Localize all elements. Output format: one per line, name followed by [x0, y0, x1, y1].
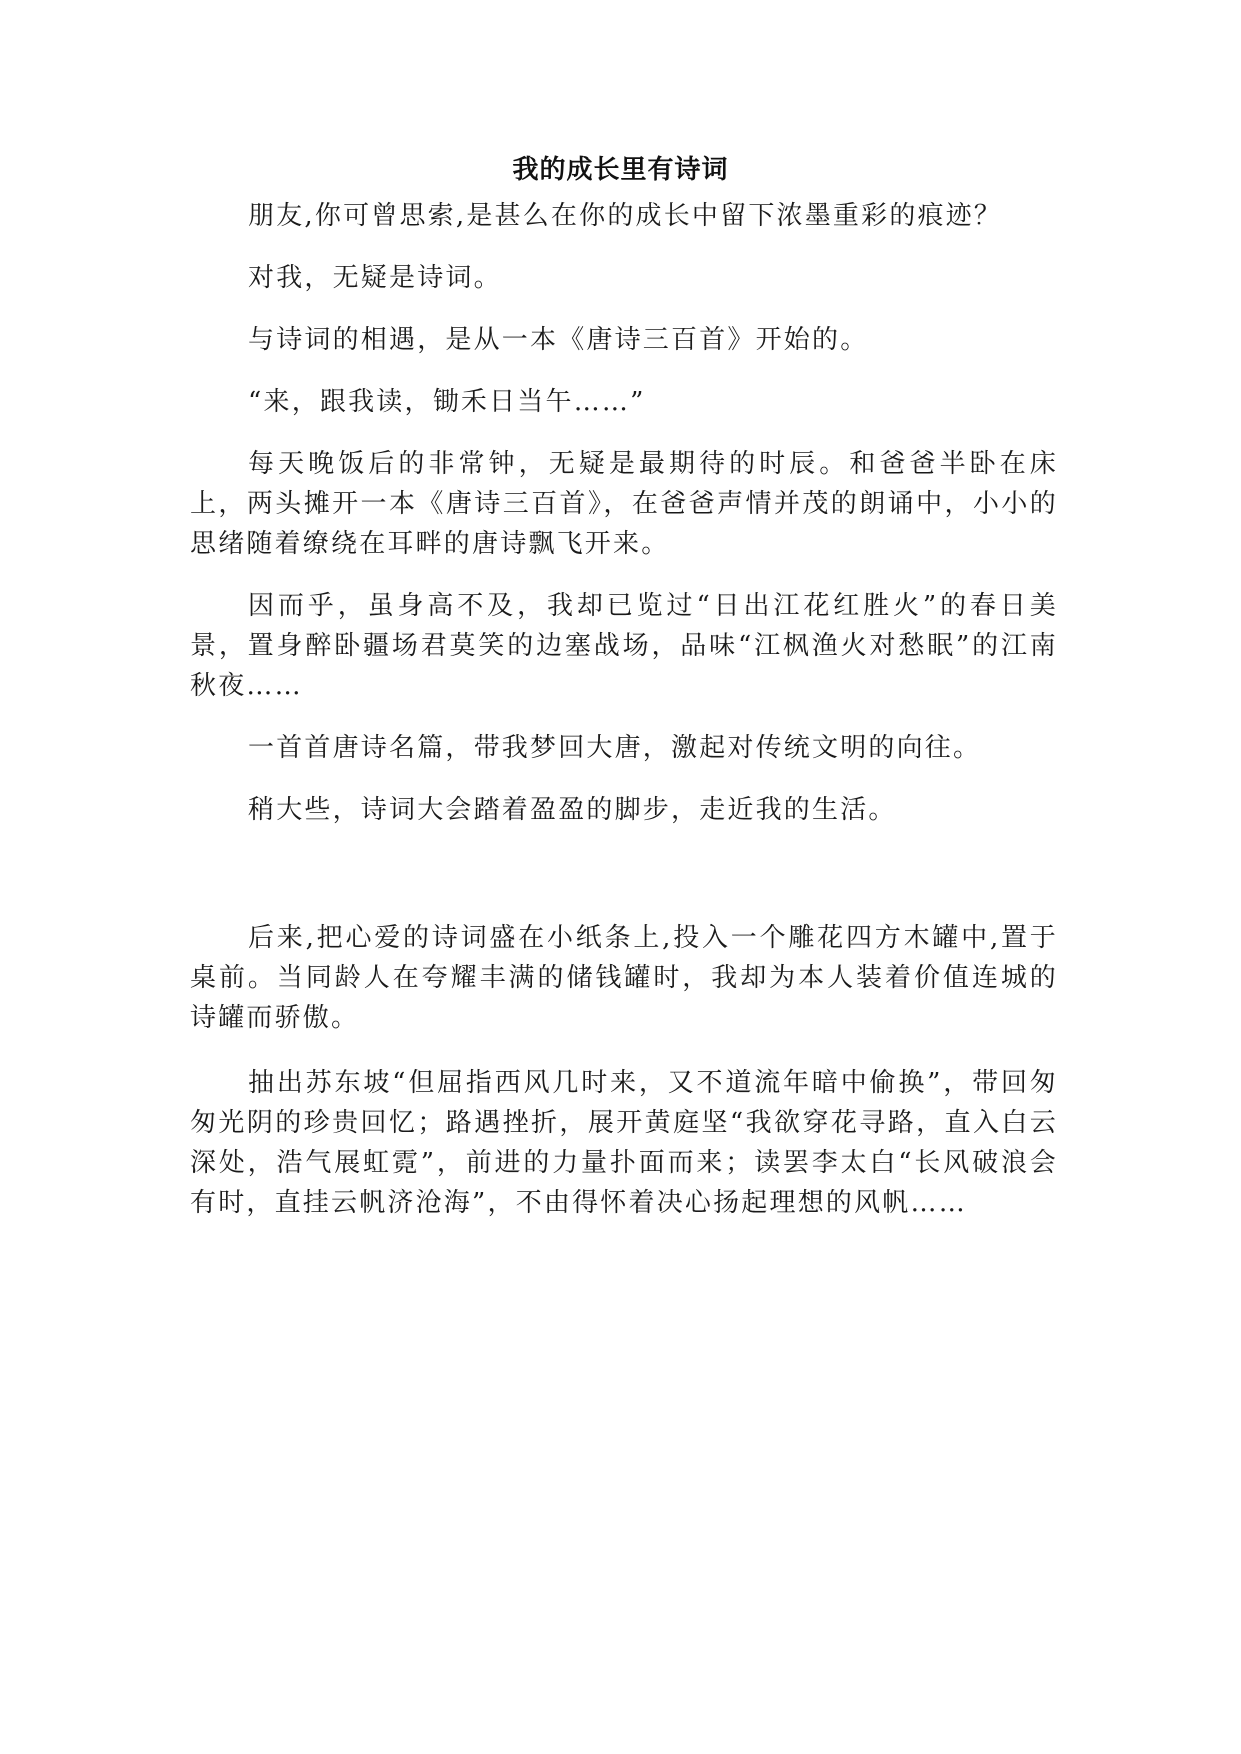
paragraph-3: 与诗词的相遇，是从一本《唐诗三百首》开始的。: [248, 325, 869, 355]
paragraph-5: 每天晚饭后的非常钟，无疑是最期待的时辰。和爸爸半卧在床上，两头摊开一本《唐诗三百首》，在爸爸声情并茂的朗诵中，小小的思绪随着缭绕在耳畔的唐诗飘飞开来。: [190, 449, 1058, 559]
paragraph-7: 一首首唐诗名篇，带我梦回大唐，激起对传统文明的向往。: [248, 733, 982, 763]
paragraph-2: 对我，无疑是诗词。: [248, 263, 502, 293]
paragraph-4: “来，跟我读，锄禾日当午……”: [248, 387, 646, 417]
paragraph-9: 后来,把心爱的诗词盛在小纸条上,投入一个雕花四方木罐中,置于桌前。当同龄人在夸耀丰满的储钱罐时，我却为本人装着价值连城的诗罐而骄傲。: [190, 923, 1058, 1033]
paragraph-10: 抽出苏东坡“但屈指西风几时来，又不道流年暗中偷换”，带回匆匆光阴的珍贵回忆；路遇挫折，展开黄庭坚“我欲穿花寻路，直入白云深处，浩气展虹霓”，前进的力量扑面而来；读罢李太白“长风破浪会有时，直挂云帆济沧海”，不由得怀着决心扬起理想的风帆……: [190, 1068, 1058, 1218]
paragraph-1: 朋友,你可曾思索,是甚么在你的成长中留下浓墨重彩的痕迹？: [248, 201, 1003, 231]
paragraph-8: 稍大些，诗词大会踏着盈盈的脚步，走近我的生活。: [248, 795, 897, 825]
paragraph-6: 因而乎，虽身高不及，我却已览过“日出江花红胜火”的春日美景，置身醉卧疆场君莫笑的边塞战场，品味“江枫渔火对愁眠”的江南秋夜……: [190, 591, 1058, 701]
document-title: 我的成长里有诗词: [512, 155, 729, 185]
